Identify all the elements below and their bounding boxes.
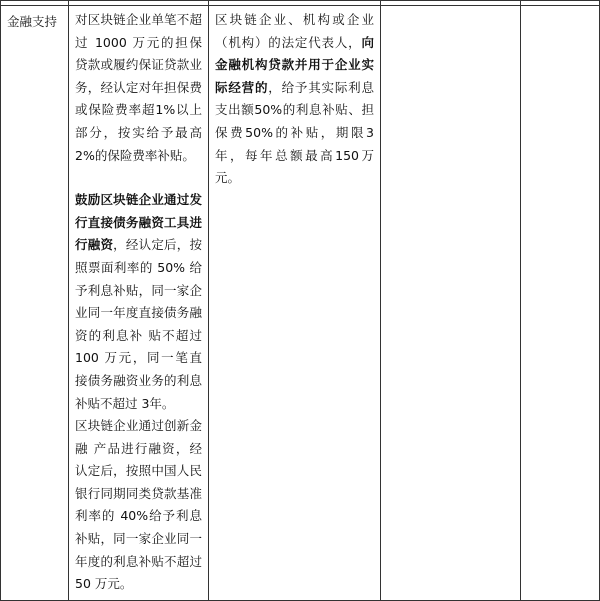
policy-d-cell [521, 6, 600, 601]
policy-a-paragraph-1: 对区块链企业单笔不超过 1000 万元的担保贷款或履约保证贷款业务，经认定对年担保费或保险费率超1%以上部分，按实给予最高2%的保险费率补贴。 [75, 12, 202, 163]
policy-a-paragraph-3: 区块链企业通过创新金融 产品进行融资，经认定后，按照中国人民银行同期同类贷款基准利率的 40%给予利息补贴，同一家企业同一年度的利息补贴不超过 50 万元。 [75, 418, 202, 592]
category-label: 金融支持 [7, 14, 58, 29]
policy-a-paragraph-2-emphasis: 鼓励区块链企业通过发行直接债务融资工具进行融资 [75, 192, 202, 253]
paragraph-gap [75, 167, 202, 189]
policy-b-cell [209, 6, 381, 601]
policy-b-paragraph [215, 9, 374, 190]
table-row [1, 6, 600, 601]
policy-b-body: ，给予其实际利息支出额50%的利息补贴、担保费50%的补贴，期限3年，每年总额最高150万元。 [215, 79, 374, 186]
policy-b-intro: 区块链企业、机构或企业（机构）的法定代表人， [215, 12, 374, 50]
policy-b-emphasis: 向金融机构贷款并用于企业实际经营的 [215, 34, 374, 95]
policy-a-cell [69, 6, 209, 601]
policy-a-paragraph-2-body: ，经认定后，按照票面利率的 50% 给予利息补贴，同一家企业同一年度直接债务融资的利息补 贴不超过 100 万元，同一笔直接债务融资业务的利息补贴不超过 3年。 [75, 237, 202, 411]
policy-c-cell [381, 6, 521, 601]
policy-a-paragraph-2 [75, 189, 202, 415]
category-cell [1, 6, 69, 601]
